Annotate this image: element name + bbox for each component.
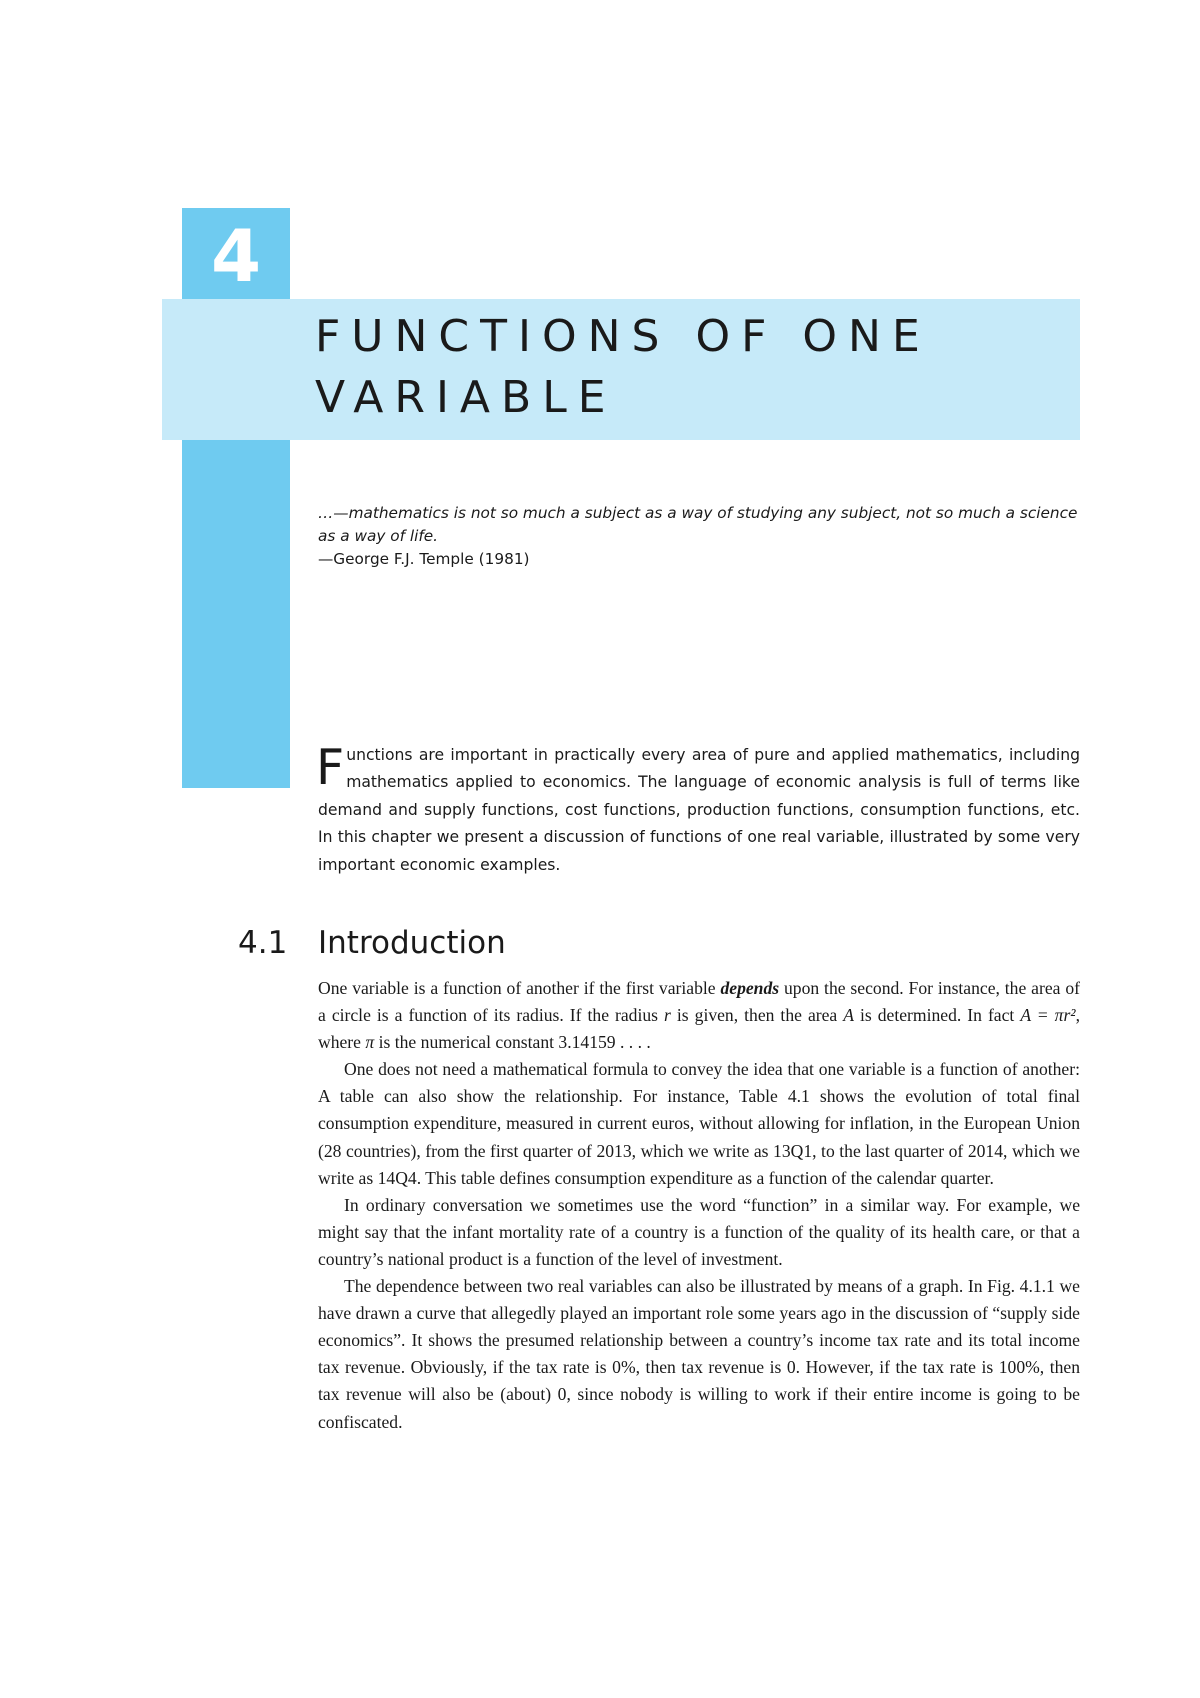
drop-cap: F — [316, 739, 345, 796]
intro-text: unctions are important in practically every area of pure and applied mathematics, including mathematics applied to economics. The language of economic analysis is full of terms like demand and supply functions, cost functions, production functions, consumption functions, etc. In this chapter we present a discussion of functions of one real variable, illustrated by some very important economic examples. — [318, 746, 1080, 874]
section-heading — [238, 922, 1080, 964]
text-run: upon the second. For instance, the area of a circle is a function of its radius. If the radius — [318, 978, 1080, 1026]
math-var: A — [843, 1005, 854, 1026]
math-var: π — [365, 1032, 375, 1053]
chapter-intro — [316, 739, 1080, 879]
section-number: 4.1 — [238, 925, 288, 961]
section-title: Introduction — [318, 925, 506, 961]
text-run: is given, then the area — [670, 1005, 844, 1026]
emphasis: depends — [720, 978, 780, 998]
epigraph — [318, 502, 1080, 571]
chapter-title: FUNCTIONS OF ONE VARIABLE — [315, 311, 931, 423]
paragraph-4: The dependence between two real variables can also be illustrated by means of a graph. In Fig. 4.1.1 we have drawn a curve that allegedly played an important role some years ago in the discussion of “supply side economics”. It shows the presumed relationship between a country’s income tax rate and its total income tax revenue. Obviously, if the tax rate is 0%, then tax revenue is 0. However, if the tax rate is 100%, then tax revenue will also be (about) 0, since nobody is willing to work if their entire income is going to be confiscated. — [318, 1276, 1080, 1432]
epigraph-quote: …—mathematics is not so much a subject as a way of studying any subject, not so much a science as a way of life. — [318, 504, 1078, 545]
text-run: is determined. In fact — [853, 1005, 1021, 1026]
math-var: r — [664, 1005, 671, 1026]
paragraph-2: One does not need a mathematical formula to convey the idea that one variable is a function of another: A table can also show the relationship. For instance, Table 4.1 shows the evolution of total final consumption expenditure, measured in current euros, without allowing for inflation, in the European Union (28 countries), from the first quarter of 2013, which we write as 13Q1, to the last quarter of 2014, which we write as 14Q4. This table defines consumption expenditure as a function of the calendar quarter. — [318, 1059, 1080, 1188]
chapter-number: 4 — [210, 214, 262, 298]
text-run: , where — [318, 1005, 1080, 1053]
epigraph-attribution: —George F.J. Temple (1981) — [318, 550, 530, 568]
section-body — [318, 975, 1080, 1436]
text-run: is the numerical constant 3.14159 . . . . — [374, 1032, 651, 1053]
paragraph-3: In ordinary conversation we sometimes use the word “function” in a similar way. For example, we might say that the infant mortality rate of a country is a function of the quality of its health care, or that a country’s national product is a function of the level of investment. — [318, 1194, 1080, 1269]
math-formula: A = πr² — [1020, 1005, 1076, 1026]
text-run: One variable is a function of another if the first variable — [318, 978, 721, 998]
paragraph-1 — [318, 975, 1080, 1056]
